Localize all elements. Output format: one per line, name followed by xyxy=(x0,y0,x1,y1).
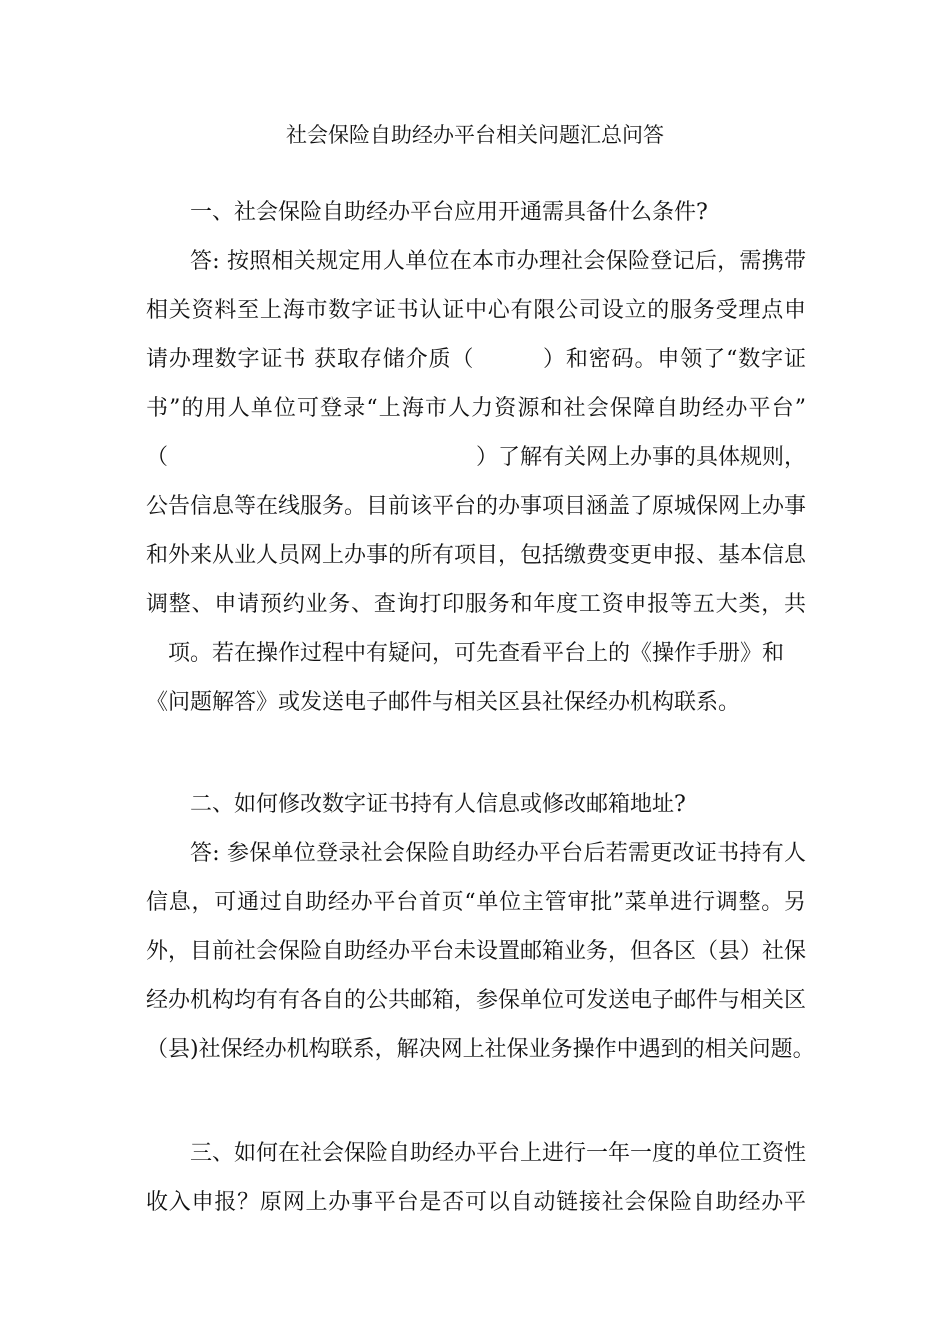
question-3-line-2: 收入申报？原网上办事平台是否可以自动链接社会保险自助经办平 xyxy=(146,1190,806,1215)
answer-2-line-2: 信息，可通过自助经办平台首页“单位主管审批”菜单进行调整。另 xyxy=(146,890,806,915)
answer-1-line-6: 公告信息等在线服务。目前该平台的办事项目涵盖了原城保网上办事 xyxy=(146,494,807,519)
question-1: 一、社会保险自助经办平台应用开通需具备什么条件? xyxy=(190,200,708,225)
question-2: 二、如何修改数字证书持有人信息或修改邮箱地址? xyxy=(190,792,686,817)
answer-2-line-1: 答: 参保单位登录社会保险自助经办平台后若需更改证书持有人 xyxy=(190,841,806,866)
answer-1-line-9: 项。若在操作过程中有疑问，可先查看平台上的《操作手册》和 xyxy=(168,641,785,666)
answer-1-line-1: 答: 按照相关规定用人单位在本市办理社会保险登记后，需携带 xyxy=(190,249,806,274)
answer-2-line-3: 外，目前社会保险自助经办平台未设置邮箱业务，但各区（县）社保 xyxy=(146,939,807,964)
answer-1-line-4: 书”的用人单位可登录“上海市人力资源和社会保障自助经办平台” xyxy=(146,396,806,421)
answer-2-line-4: 经办机构均有有各自的公共邮箱，参保单位可发送电子邮件与相关区 xyxy=(146,988,807,1013)
answer-1-line-3: 请办理数字证书 获取存储介质（ ）和密码。申领了“数字证 xyxy=(146,347,806,372)
answer-2-line-5: （县)社保经办机构联系，解决网上社保业务操作中遇到的相关问题。 xyxy=(146,1037,815,1062)
answer-1-line-8: 调整、申请预约业务、查询打印服务和年度工资申报等五大类，共 xyxy=(146,592,806,617)
question-3-line-1: 三、如何在社会保险自助经办平台上进行一年一度的单位工资性 xyxy=(190,1141,807,1166)
document-title: 社会保险自助经办平台相关问题汇总问答 xyxy=(286,123,664,147)
answer-1-line-2: 相关资料至上海市数字证书认证中心有限公司设立的服务受理点申 xyxy=(146,298,806,323)
answer-1-line-5: （ ）了解有关网上办事的具体规则， xyxy=(146,445,807,470)
answer-1-line-10: 《问题解答》或发送电子邮件与相关区县社保经办机构联系。 xyxy=(146,690,741,715)
answer-1-line-7: 和外来从业人员网上办事的所有项目，包括缴费变更申报、基本信息 xyxy=(146,543,807,568)
